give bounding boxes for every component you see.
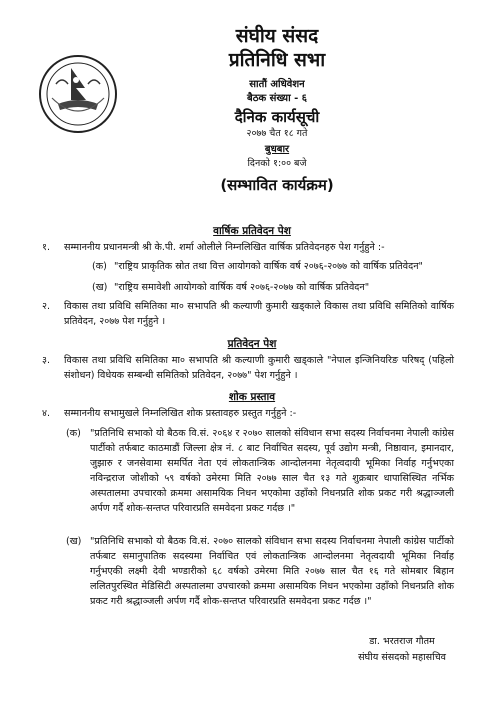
meeting-number: बैठक संख्या - ६ [247,93,307,104]
section-annual-report: वार्षिक प्रतिवेदन पेश [213,225,291,237]
parliament-title: संघीय संसद [235,25,319,47]
item-4-kha-label: (ख) [66,536,82,547]
program-label: (सम्भावित कार्यक्रम) [220,176,334,194]
item-4-kha-text: "प्रतिनिधि सभाको यो बैठक वि.सं. २०७० सालको संविधान सभा सदस्य निर्वाचनमा नेपाली कांग्रेस पार्टीको तर्फबाट समानुपातिक सदस्यमा निर्वाचित एवं लोकतान्त्रिक आन्दोलनमा नेतृत्वदायी भूमिका निर्वाह गर्नुभएकी लक्ष्मी देवी भण्डारीको ६८ वर्षको उमेरमा मिति २०७७ साल चैत १६ गते सोमबार बिहान ललितपुरस्थित मेडिसिटी अस्पतालमा उपचारको क्रममा असामयिक निधन भएकोमा उहाँको निधनप्रति शोक प्रकट गरी श्रद्धाञ्जली अर्पण गर्दै शोक-सन्तप्त परिवारप्रति समवेदना प्रकट गर्दछ ।" [90,536,454,607]
item-1-number: १. [42,242,51,253]
house-title: प्रतिनिधि सभा [228,49,326,71]
item-1-kha-label: (ख) [92,282,108,293]
agenda-header [130,24,424,196]
item-3-text: विकास तथा प्रविधि समितिका मा० सभापति श्री कल्याणी कुमारी खड्काले "नेपाल इन्जिनियरिङ परिषद् (पहिलो संशोधन) विधेयक सम्बन्धी समितिको प्रतिवेदन, २०७७" पेश गर्नुहुने । [64,355,454,381]
item-2-text: विकास तथा प्रविधि समितिका मा० सभापति श्री कल्याणी कुमारी खड्काले विकास तथा प्रविधि समितिको वार्षिक प्रतिवेदन, २०७७ पेश गर्नुहुने । [64,301,454,327]
item-4-number: ४. [42,408,51,419]
item-3-number: ३. [42,355,51,366]
section-report: प्रतिवेदन पेश [227,338,277,350]
agenda-time: दिनको १:०० बजे [247,158,307,169]
item-4-ka-label: (क) [66,428,81,439]
agenda-title: दैनिक कार्यसूची [234,108,320,126]
item-4-ka-text: "प्रतिनिधि सभाको यो बैठक वि.सं. २०६४ र २०७० सालको संविधान सभा सदस्य निर्वाचनमा नेपाली कांग्रेस पार्टीको तर्फबाट काठमाडौं जिल्ला क्षेत्र नं. ८ बाट निर्वाचित सदस्य, पूर्व उद्योग मन्त्री, निष्ठावान, इमानदार, जुझारु र जनसेवामा समर्पित नेता एवं लोकतान्त्रिक आन्दोलनमा नेतृत्वदायी भूमिका निर्वाह गर्नुभएका नविन्द्रराज जोशीको ५९ वर्षको उमेरमा मिति २०७७ साल चैत १३ गते शुक्रबार धापासिस्थित नर्भिक अस्पतालमा उपचारको क्रममा असामयिक निधन भएकोमा उहाँको निधनप्रति शोक प्रकट गरी श्रद्धाञ्जली अर्पण गर्दै शोक-सन्तप्त परिवारप्रति समवेदना प्रकट गर्दछ ।" [90,428,454,514]
item-4-text: सम्माननीय सभामुखले निम्नलिखित शोक प्रस्तावहरु प्रस्तुत गर्नुहुने :- [64,408,297,419]
item-1-text: सम्माननीय प्रधानमन्त्री श्री के.पी. शर्मा ओलीले निम्नलिखित वार्षिक प्रतिवेदनहरु पेश गर्नुहुने :- [64,242,385,253]
item-1-ka-label: (क) [92,261,107,272]
session-label: सातौं अधिवेशन [249,79,305,90]
agenda-day: बुधबार [264,144,290,155]
signature-block [358,634,446,666]
signatory-name: डा. भरतराज गौतम [369,636,435,647]
parliament-emblem-icon [38,54,118,134]
agenda-date: २०७७ चैत १८ गते [246,128,308,139]
item-2-number: २. [42,301,51,312]
item-1-kha-text: "राष्ट्रिय समावेशी आयोगको वार्षिक वर्ष २०७६-२०७७ को वार्षिक प्रतिवेदन" [114,282,370,293]
section-condolence: शोक प्रस्ताव [228,391,276,403]
signatory-designation: संघीय संसदको महासचिव [358,652,446,663]
item-1-ka-text: "राष्ट्रिय प्राकृतिक स्रोत तथा वित्त आयोगको वार्षिक वर्ष २०७६-२०७७ को वार्षिक प्रतिवेदन" [114,261,423,272]
